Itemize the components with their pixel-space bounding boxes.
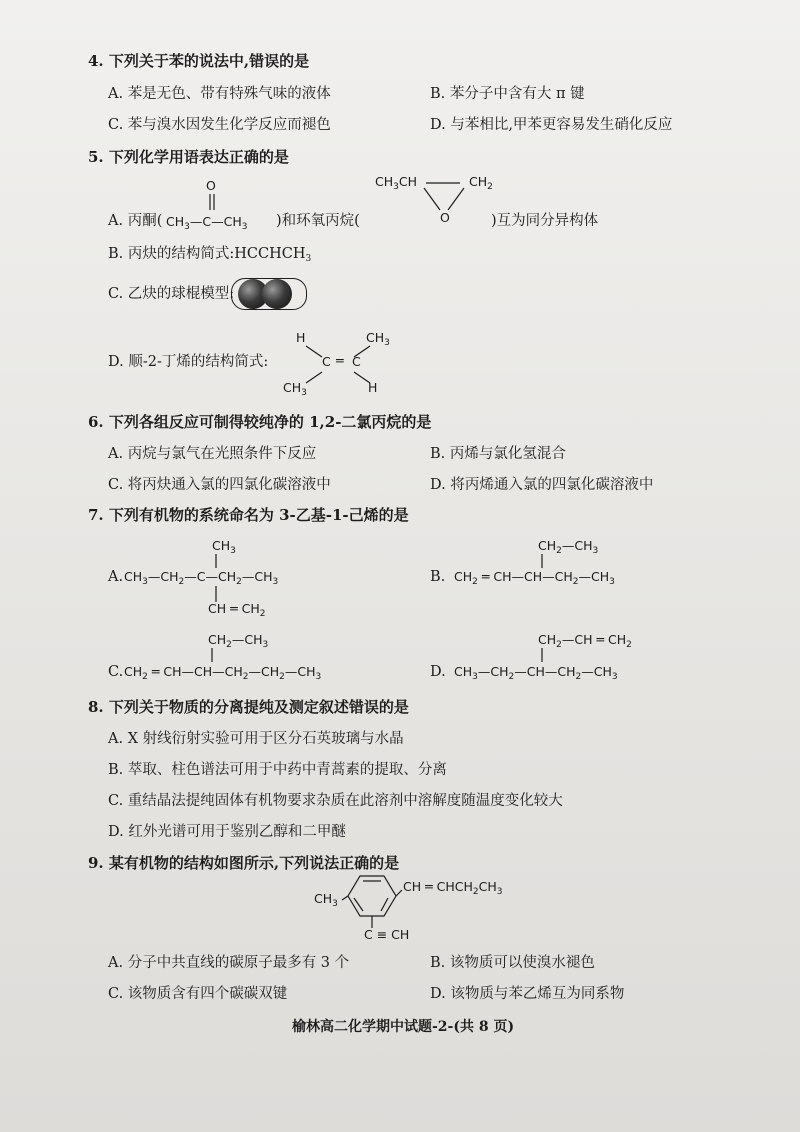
butene-ch3-top: $CH_3$ [366,330,390,348]
q5-option-a-post: )互为同分异构体 [491,213,599,229]
acetone-carbonyl-bond [205,194,219,212]
q7c-main-chain: $CH_2$ ═ $CH—CH—CH_2—CH_2—CH_3$ [124,664,322,682]
butene-bonds [300,345,390,385]
q9-option-b: B. 该物质可以使溴水褪色 [430,955,595,971]
q7-option-d-label: D. [430,664,446,680]
q6-option-d: D. 将丙烯通入氯的四氯化碳溶液中 [430,477,654,493]
q7c-vertical-bond [208,646,218,666]
q8-option-d: D. 红外光谱可用于鉴别乙醇和二甲醚 [108,824,346,840]
q8-option-a: A. X 射线衍射实验可用于区分石英玻璃与水晶 [108,731,404,747]
q4-option-b: B. 苯分子中含有大 π 键 [430,86,585,102]
q4-option-c: C. 苯与溴水因发生化学反应而褪色 [108,117,331,133]
q7a-main-chain: $CH_3—CH_2—C—CH_2—CH_3$ [124,569,279,587]
epoxide-oxygen: O [440,210,450,225]
q6-option-b: B. 丙烯与氯化氢混合 [430,446,566,462]
q4-option-d: D. 与苯相比,甲苯更容易发生硝化反应 [430,117,673,133]
q5-stem: 5. 下列化学用语表达正确的是 [88,148,289,166]
acetone-oxygen: O [206,178,216,193]
q8-stem: 8. 下列关于物质的分离提纯及测定叙述错误的是 [88,698,409,716]
butene-c-right: C [352,354,361,369]
butene-c-left: C [322,354,331,369]
q9-stem: 9. 某有机物的结构如图所示,下列说法正确的是 [88,854,400,872]
q9-option-d: D. 该物质与苯乙烯互为同系物 [430,986,625,1002]
q6-stem: 6. 下列各组反应可制得较纯净的 1,2-二氯丙烷的是 [88,413,432,431]
q7d-main-chain: $CH_3—CH_2—CH—CH_2—CH_3$ [454,664,618,682]
q7-option-a-label: A. [108,569,124,585]
q8-option-b: B. 萃取、柱色谱法可用于中药中青蒿素的提取、分离 [108,762,447,778]
q9-methyl: $CH_3$ [314,891,338,909]
q5-option-b: B. 丙炔的结构简式$:HCCHCH_3$ [108,246,312,264]
q5-option-a-mid: )和环氧丙烷( [276,213,360,229]
q5-option-a-pre: A. 丙酮( [108,213,163,229]
q7d-top: $CH_2—CH$ ═ $CH_2$ [538,632,632,650]
q7-option-b-label: B. [430,569,446,585]
butene-double-bond: ═ [336,353,344,368]
epoxide-formula: $CH_3CH$ $CH_2$ [375,174,493,192]
q7-option-c-label: C. [108,664,124,680]
q7b-main-chain: $CH_2$ ═ $CH—CH—CH_2—CH_3$ [454,569,615,587]
q6-option-a: A. 丙烷与氯气在光照条件下反应 [108,446,317,462]
q7d-vertical-bond [538,646,548,666]
acetone-formula: $CH_3—C—CH_3$ [166,214,248,232]
q9-option-a: A. 分子中共直线的碳原子最多有 3 个 [108,955,350,971]
q9-alkyne: C ≡ CH [364,927,410,942]
q5-option-c: C. 乙炔的球棍模型: [108,286,235,302]
q7a-top: $CH_3$ [212,538,236,556]
q4-stem: 4. 下列关于苯的说法中,错误的是 [88,52,310,70]
q5-option-d: D. 顺-2-丁烯的结构简式: [108,354,269,370]
q8-option-c: C. 重结晶法提纯固体有机物要求杂质在此溶剂中溶解度随温度变化较大 [108,793,563,809]
butene-h-bottom: H [368,380,378,395]
q9-option-c: C. 该物质含有四个碳碳双键 [108,986,288,1002]
butene-ch3-bottom: $CH_3$ [283,380,307,398]
q7b-top: $CH_2—CH_3$ [538,538,599,556]
acetylene-carbon-ball [262,279,292,309]
q4-option-a: A. 苯是无色、带有特殊气味的液体 [108,86,331,102]
butene-h-top: H [296,330,306,345]
q6-option-c: C. 将丙炔通入氯的四氯化碳溶液中 [108,477,331,493]
epoxide-ring-bonds [420,182,480,214]
q7-stem: 7. 下列有机物的系统命名为 3-乙基-1-己烯的是 [88,506,409,524]
q7c-top: $CH_2—CH_3$ [208,632,269,650]
q9-side-chain: CH ═ $CHCH_2CH_3$ [403,879,503,897]
q7a-branch: CH ═ $CH_2$ [208,601,266,619]
page-footer: 榆林高二化学期中试题-2-(共 8 页) [292,1019,515,1035]
